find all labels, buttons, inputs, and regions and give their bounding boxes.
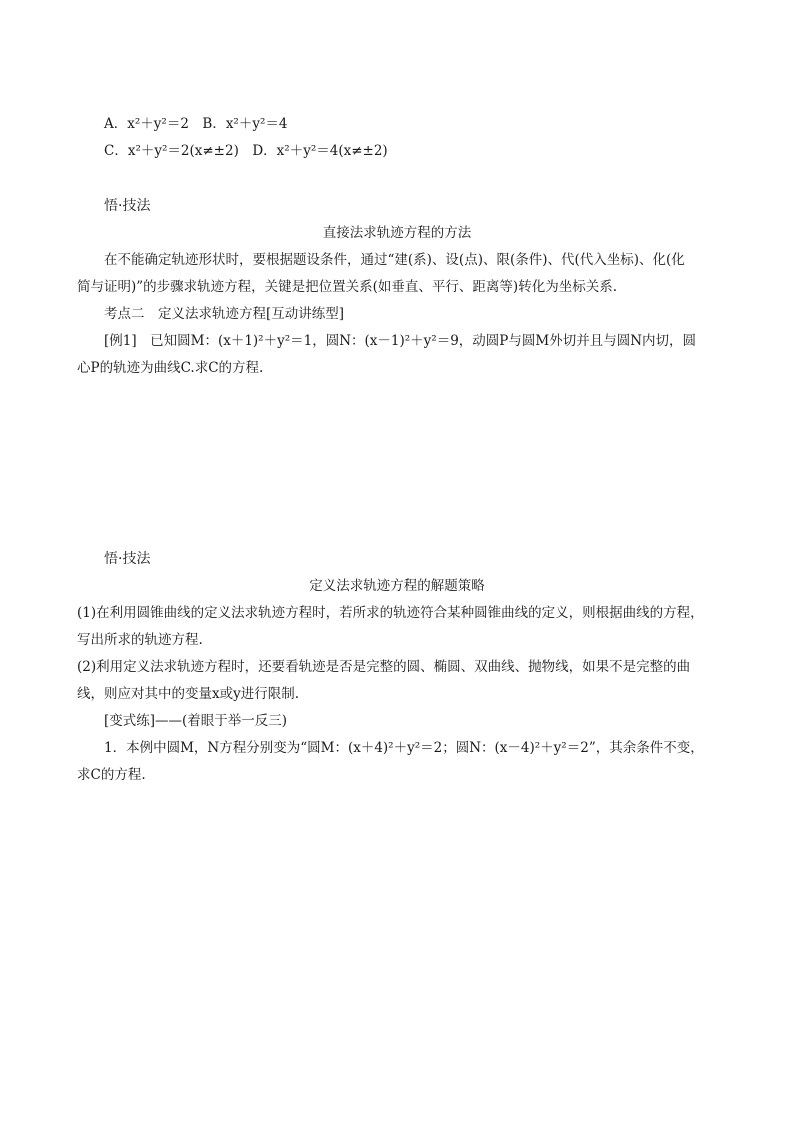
variant-heading: [变式练]——(着眼于举一反三) (104, 713, 288, 729)
section1-heading: 悟·技法 (104, 198, 151, 214)
variant-q1-line-1: 1．本例中圆M，N方程分别变为“圆M：(x＋4)²＋y²＝2；圆N：(x－4)²＋y²＝2”，其余条件不变， (104, 740, 704, 756)
section2-heading: 悟·技法 (104, 551, 151, 567)
section2-item1-line-1: (1)在利用圆锥曲线的定义法求轨迹方程时，若所求的轨迹符合某种圆锥曲线的定义，则根据曲线的方程， (77, 605, 704, 621)
section2-item2-line-2: 线，则应对其中的变量x或y进行限制. (77, 686, 300, 702)
section1-title: 直接法求轨迹方程的方法 (322, 225, 472, 241)
example1-line-2: 心P的轨迹为曲线C.求C的方程. (77, 360, 264, 376)
example1-line-1: [例1] 已知圆M：(x＋1)²＋y²＝1，圆N：(x－1)²＋y²＝9，动圆P与圆M外切并且与圆N内切，圆 (104, 333, 697, 349)
choices-line-1: A．x²＋y²＝2 B．x²＋y²＝4 (104, 116, 288, 132)
section2-item2-line-1: (2)利用定义法求轨迹方程时，还要看轨迹是否是完整的圆、椭圆、双曲线、抛物线，如果不是完整的曲 (77, 659, 691, 675)
section1-para-line-1: 在不能确定轨迹形状时，要根据题设条件，通过“建(系)、设(点)、限(条件)、代(代入坐标)、化(化 (104, 252, 685, 268)
section1-para-line-2: 简与证明)”的步骤求轨迹方程，关键是把位置关系(如垂直、平行、距离等)转化为坐标关系. (77, 279, 617, 295)
choices-line-2: C．x²＋y²＝2(x≠±2) D．x²＋y²＝4(x≠±2) (104, 143, 388, 159)
kaodian-heading: 考点二 定义法求轨迹方程[互动讲练型] (104, 306, 345, 322)
variant-q1-line-2: 求C的方程. (77, 767, 146, 783)
section2-title: 定义法求轨迹方程的解题策略 (309, 578, 485, 594)
section2-item1-line-2: 写出所求的轨迹方程. (77, 632, 203, 648)
